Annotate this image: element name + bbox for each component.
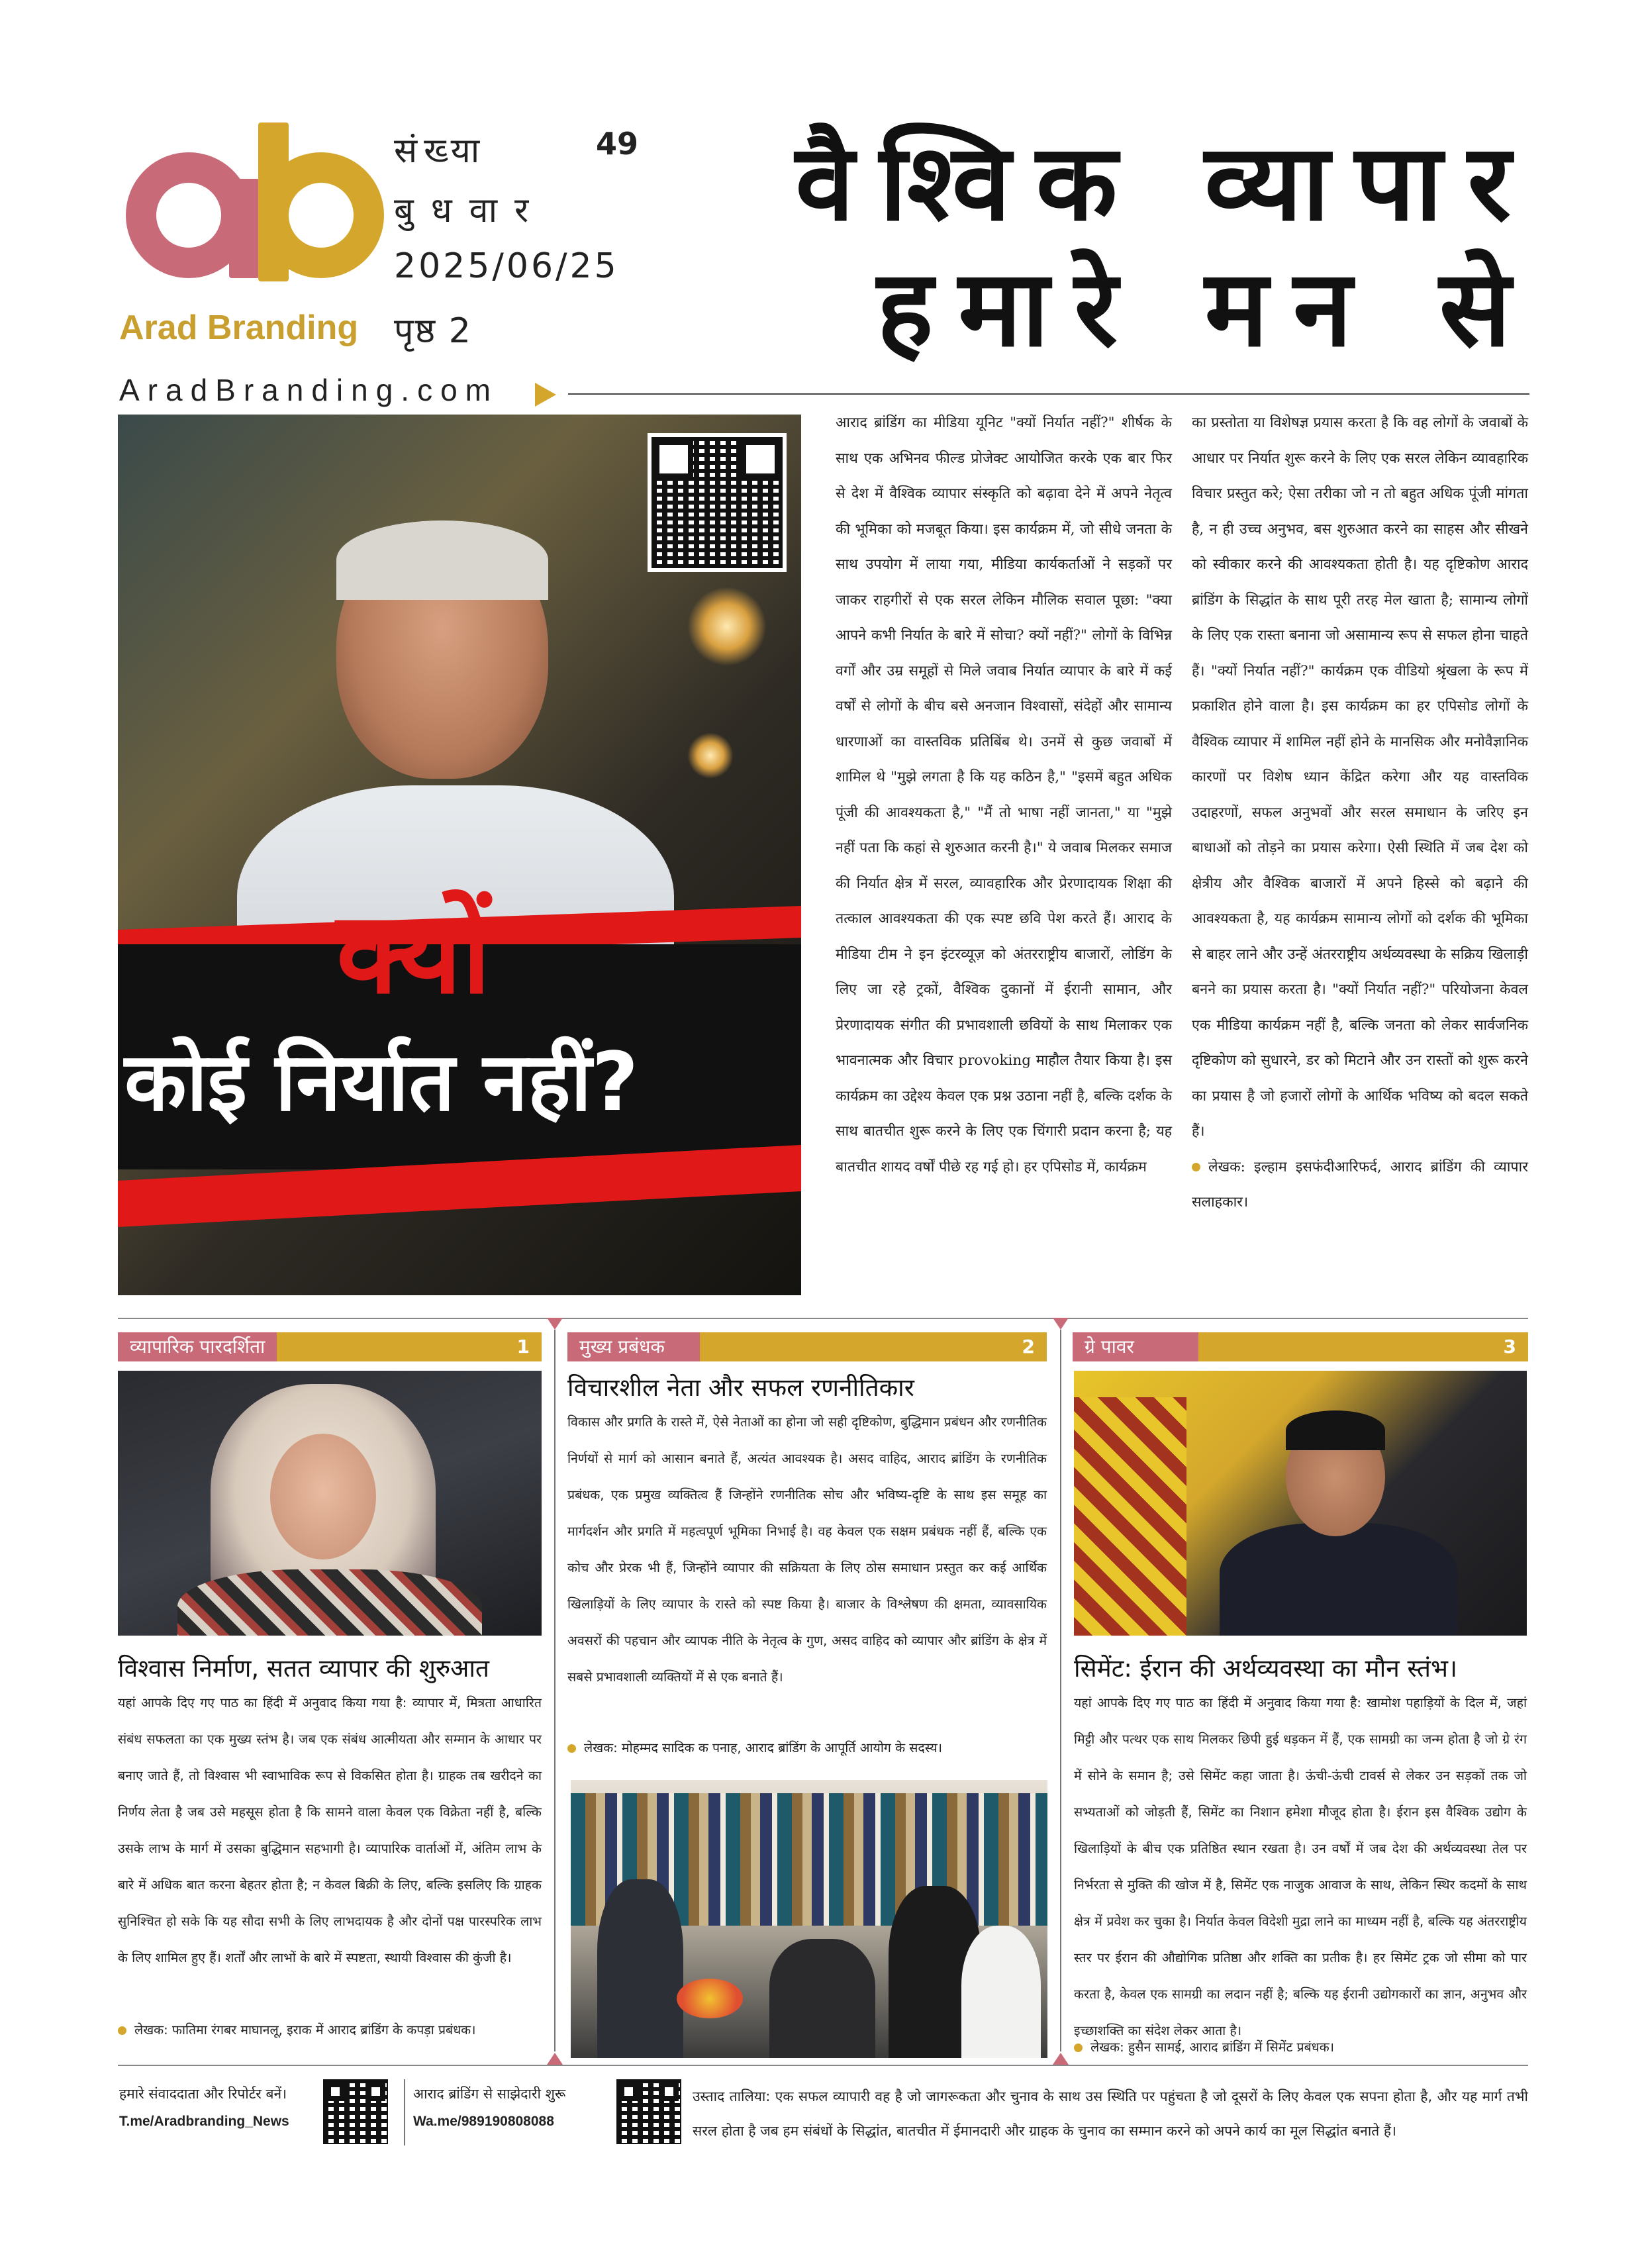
section-tab-number: 1 [277, 1332, 542, 1361]
reporter-call: हमारे संवाददाता और रिपोर्टर बनें। [119, 2086, 287, 2102]
issue-label: संख्या [394, 131, 487, 171]
section-1-byline-row [118, 2012, 542, 2048]
hero-title-why: क्यों [336, 888, 491, 1019]
section-tab-3 [1073, 1332, 1528, 1361]
section-1-photo [118, 1371, 542, 1636]
section-2-body: विकास और प्रगति के रास्ते में, ऐसे नेताओं का होना जो सही दृष्टिकोण, बुद्धिमान प्रबंधन और रणनीतिक निर्णयों से मार्ग को आसान बनाते हैं, अत्यंत आवश्यक है। असद वाहिद, आराद ब्रांडिंग के रणनीतिक प्रबंधक, एक प्रमुख व्यक्तित्व हैं जिन्होंने रणनीतिक सोच और भविष्य-दृष्टि के साथ इस समूह का मार्गदर्शन और प्रगति में महत्वपूर्ण भूमिका निभाई है। वह केवल एक सक्षम प्रबंधक नहीं हैं, बल्कि एक कोच और प्रेरक भी हैं, जिन्होंने व्यापार की सक्रियता के लिए ठोस समाधान प्रस्तुत कर कई आर्थिक खिलाड़ियों के लिए व्यापार के रास्ते को स्पष्ट किया है। बाजार के विश्लेषण की क्षमता, व्यावसायिक अवसरों की पहचान और व्यापक नीति के नेतृत्व के गुण, असद वाहिद को व्यापार और ब्रांडिंग के क्षेत्र में सबसे प्रभावशाली व्यक्तियों में से एक बनाते हैं। [567, 1414, 1047, 1685]
section-3-body: यहां आपके दिए गए पाठ का हिंदी में अनुवाद किया गया है: खामोश पहाड़ियों के दिल में, जहां मिट्टी और पत्थर एक साथ मिलकर छिपी हुई धड़कन में हैं, एक सामग्री का जन्म होता है जो ग्रे रंग में सोने के समान है; उसे सिमेंट कहा जाता है। ऊंची-ऊंची टावर्स से लेकर उन सड़कों तक जो सभ्यताओं को जोड़ती हैं, सिमेंट का निशान हमेशा मौजूद होता है। ईरान इस वैश्विक उद्योग के खिलाड़ियों के बीच एक प्रतिष्ठित स्थान रखता है। उन वर्षों में जब देश की अर्थव्यवस्था तेल पर निर्भरता से मुक्ति की खोज में है, सिमेंट एक नाजुक आवाज के साथ, लेकिन स्थिर कदमों के साथ क्षेत्र में प्रवेश कर चुका है। निर्यात केवल विदेशी मुद्रा लाने का माध्यम नहीं है, बल्कि यह अंतरराष्ट्रीय स्तर पर ईरान की औद्योगिक प्रतिष्ठा और शक्ति का प्रतीक है। हर सिमेंट ट्रक जो सीमा को पार करता है, केवल एक सामग्री का लदान नहीं है; बल्कि यह ईरानी उद्योगकारों का ज्ञान, अनुभव और इच्छाशक्ति का संदेश लेकर आता है। [1074, 1695, 1527, 2038]
photo-person [769, 1939, 875, 2058]
section-2-title: विचारशील नेता और सफल रणनीतिकार [567, 1373, 914, 1402]
bullet-icon [567, 1744, 576, 1753]
section-1-title: विश्वास निर्माण, सतत व्यापार की शुरुआत [118, 1654, 490, 1683]
qr-code-icon[interactable] [612, 2075, 685, 2148]
divider-marker [547, 2053, 563, 2065]
headline-line-1: वैश्विक व्यापार [795, 121, 1536, 244]
column-divider [554, 1330, 555, 2051]
weekday: बुधवार [394, 191, 546, 230]
photo-person [961, 1926, 1041, 2058]
page-number: पृष्ठ 2 [394, 311, 472, 351]
section-3-byline-row [1074, 2029, 1527, 2065]
main-article-byline: लेखक: इल्हाम इसफंदीआरिफर्द, आराद ब्रांडिंग की व्यापार सलाहकार। [1192, 1158, 1528, 1210]
hero-image [118, 415, 801, 1295]
logo-a-stem [229, 179, 260, 278]
photo-scarf-pattern [177, 1569, 482, 1636]
main-article-text: का प्रस्तोता या विशेषज्ञ प्रयास करता है कि वह लोगों के जवाबों के आधार पर निर्यात शुरू करने के लिए एक सरल लेकिन व्यावहारिक विचार प्रस्तुत करे; ऐसा तरीका जो न तो बहुत अधिक पूंजी मांगता है, न ही उच्च अनुभव, बस शुरुआत करने का साहस और सीखने को स्वीकार करने की आवश्यकता होती है। यह दृष्टिकोण आराद ब्रांडिंग के सिद्धांत के साथ पूरी तरह मेल खाता है; सामान्य लोगों के लिए एक रास्ता बनाना जो असामान्य रूप से सफल होना चाहते हैं। "क्यों निर्यात नहीं?" कार्यक्रम एक वीडियो श्रृंखला के रूप में प्रकाशित होने वाला है। इस कार्यक्रम का हर एपिसोड लोगों के वैश्विक व्यापार में शामिल नहीं होने के मानसिक और मनोवैज्ञानिक कारणों पर विशेष ध्यान केंद्रित करेगा और यह वास्तविक उदाहरणों, सफल अनुभवों और सरल समाधान के जरिए इन बाधाओं को तोड़ने का प्रयास करेगा। ऐसी स्थिति में जब देश को क्षेत्रीय और वैश्विक बाजारों में अपने हिस्से को बढ़ाने की आवश्यकता है, यह कार्यक्रम सामान्य लोगों को दर्शक की भूमिका से बाहर लाने और उन्हें अंतरराष्ट्रीय अर्थव्यवस्था के सक्रिय खिलाड़ी बनने का प्रयास करता है। "क्यों निर्यात नहीं?" परियोजना केवल एक मीडिया कार्यक्रम नहीं है, बल्कि जनता को लेकर सार्वजनिक दृष्टिकोण को सुधारने, डर को मिटाने और उन रास्तों को शुरू करने का प्रयास है जो हजारों लोगों के आर्थिक भविष्य को बदल सकते हैं। [1192, 415, 1528, 1140]
logo-b-shape [258, 152, 384, 278]
qr-code-icon[interactable] [319, 2075, 392, 2148]
section-tab-number: 3 [1198, 1332, 1528, 1361]
section-tab-label: व्यापारिक पारदर्शिता [118, 1332, 277, 1361]
qr-code-icon[interactable] [648, 433, 787, 572]
section-tab-2 [567, 1332, 1047, 1361]
headline-line-2: हमारे मन से [877, 246, 1536, 370]
footer-divider [404, 2079, 405, 2145]
section-3-byline: लेखक: हुसैन सामई, आराद ब्रांडिंग में सिमेंट प्रबंधक। [1090, 2040, 1335, 2055]
section-tab-1 [118, 1332, 542, 1361]
main-article-column-2 [1192, 405, 1528, 1299]
divider-marker [547, 1318, 563, 1330]
footer-rule [118, 2065, 1528, 2066]
photo-fruit-bowl [677, 1979, 743, 2018]
photo-person [597, 1879, 683, 2058]
section-1-body: यहां आपके दिए गए पाठ का हिंदी में अनुवाद किया गया है: व्यापार में, मित्रता आधारित संबंध सफलता का एक मुख्य स्तंभ है। जब एक संबंध आत्मीयता और सम्मान के आधार पर बनाए जाते हैं, तो विश्वास भी स्वाभाविक रूप से विकसित होता है। ग्राहक तब खरीदने का निर्णय लेता है जब उसे महसूस होता है कि सामने वाला केवल एक विक्रेता नहीं है, बल्कि उसके लाभ के मार्ग में उसका बुद्धिमान सहभागी है। व्यापारिक वार्ताओं में, अंतिम लाभ के बारे में अधिक बात करना बेहतर होता है; न केवल बिक्री के लिए, बल्कि इसलिए कि ग्राहक सुनिश्चित हो सके कि यह सौदा सभी के लिए लाभदायक है और दोनों पक्ष पारस्परिक लाभ के लिए शामिल हुए हैं। शर्तों और लाभों के बारे में स्पष्टता, स्थायी विश्वास की कुंजी है। [118, 1695, 542, 1965]
photo-banner [1074, 1397, 1186, 1636]
photo-suit [1220, 1523, 1458, 1636]
divider-marker [1053, 2053, 1069, 2065]
main-article-column-1: आराद ब्रांडिंग का मीडिया यूनिट "क्यों निर्यात नहीं?" शीर्षक के साथ एक अभिनव फील्ड प्रोजेक्ट आयोजित करके एक बार फिर से देश में वैश्विक व्यापार संस्कृति को बढ़ावा देने में अपने नेतृत्व की भूमिका को मजबूत किया। इस कार्यक्रम में, जो सीधे जनता के साथ उपयोग में लाया गया, मीडिया कार्यकर्ताओं ने सड़कों पर जाकर राहगीरों से एक सरल लेकिन मौलिक सवाल पूछा: "क्या आपने कभी निर्यात के बारे में सोचा? क्यों नहीं?" लोगों के विभिन्न वर्गों और उम्र समूहों से मिले जवाब निर्यात व्यापार के बारे में कई वर्षों से लोगों के बीच बसे अनजान विश्वासों, संदेहों और सामान्य धारणाओं का वास्तविक प्रतिबिंब थे। उनमें से कुछ जवाबों में शामिल थे "मुझे लगता है कि यह कठिन है," "इसमें बहुत अधिक पूंजी की आवश्यकता है," "मैं तो भाषा नहीं जानता," या "मुझे नहीं पता कि कहां से शुरुआत करनी है।" ये जवाब मिलकर समाज की निर्यात क्षेत्र में सरल, व्यावहारिक और प्रेरणादायक शिक्षा की तत्काल आवश्यकता की एक स्पष्ट छवि पेश करते हैं। आराद के मीडिया टीम ने इन इंटरव्यूज़ को अंतरराष्ट्रीय बाजारों, लोडिंग के लिए जा रहे ट्रकों, वैश्विक दुकानों में ईरानी सामान, और प्रेरणादायक संगीत की प्रभावशाली छवियों के साथ मिलाकर एक भावनात्मक और विचार provoking माहौल तैयार किया है। इस कार्यक्रम का उद्देश्य केवल एक प्रश्न उठाना नहीं है, बल्कि दर्शक के साथ बातचीत शुरू करने के लिए एक चिंगारी प्रदान करना है; यह बातचीत शायद वर्षों पीछे रह गई हो। हर एपिसोड में, कार्यक्रम [836, 415, 1172, 1175]
section-divider [118, 1318, 1528, 1319]
divider-marker [1053, 1318, 1069, 1330]
section-tab-label: ग्रे पावर [1073, 1332, 1198, 1361]
column-divider [1060, 1330, 1061, 2051]
brand-name: Arad Branding [119, 309, 359, 347]
bullet-icon [1192, 1163, 1200, 1171]
section-1-byline: लेखक: फातिमा रंगबर माघानलू, इराक में आराद ब्रांडिंग के कपड़ा प्रबंधक। [134, 2022, 476, 2038]
whatsapp-link[interactable]: Wa.me/989190808088 [413, 2114, 554, 2129]
issue-number: 49 [596, 126, 639, 162]
photo-face [270, 1434, 376, 1559]
issue-date: 2025/06/25 [394, 246, 619, 286]
section-tab-label: मुख्य प्रबंधक [567, 1332, 700, 1361]
hero-title-question: कोई निर्यात नहीं? [124, 1035, 639, 1129]
bullet-icon [118, 2026, 126, 2035]
section-2-byline-row [567, 1730, 1047, 1766]
arrow-icon [535, 383, 556, 407]
photo-hair [1286, 1410, 1385, 1450]
bullet-icon [1074, 2044, 1083, 2052]
partner-call: आराद ब्रांडिंग से साझेदारी शुरू [413, 2086, 566, 2102]
section-3-title: सिमेंट: ईरान की अर्थव्यवस्था का मौन स्तंभ। [1074, 1654, 1458, 1683]
section-3-photo [1074, 1371, 1527, 1636]
hero-hair [336, 520, 548, 600]
hero-lamp [687, 732, 734, 779]
section-2-byline: लेखक: मोहम्मद सादिक क पनाह, आराद ब्रांडिंग के आपूर्ति आयोग के सदस्य। [584, 1740, 943, 1755]
section-tab-number: 2 [700, 1332, 1047, 1361]
hero-lamp [687, 587, 767, 666]
website-link[interactable]: AradBranding.com [119, 373, 499, 407]
masthead-rule [568, 393, 1529, 395]
footer-quote: उस्ताद तालिया: एक सफल व्यापारी वह है जो जागरूकता और चुनाव के साथ उस स्थिति पर पहुंचता है जो दूसरों के लिए केवल एक सपना होता है, और यह मार्ग तभी सरल होता है जब हम संबंधों के सिद्धांत, बातचीत में ईमानदारी और ग्राहक के चुनाव का सम्मान करने को अपने कार्य का मूल सिद्धांत बनाते हैं। [693, 2089, 1528, 2139]
section-2-photo [571, 1780, 1047, 2058]
telegram-link[interactable]: T.me/Aradbranding_News [119, 2114, 289, 2129]
